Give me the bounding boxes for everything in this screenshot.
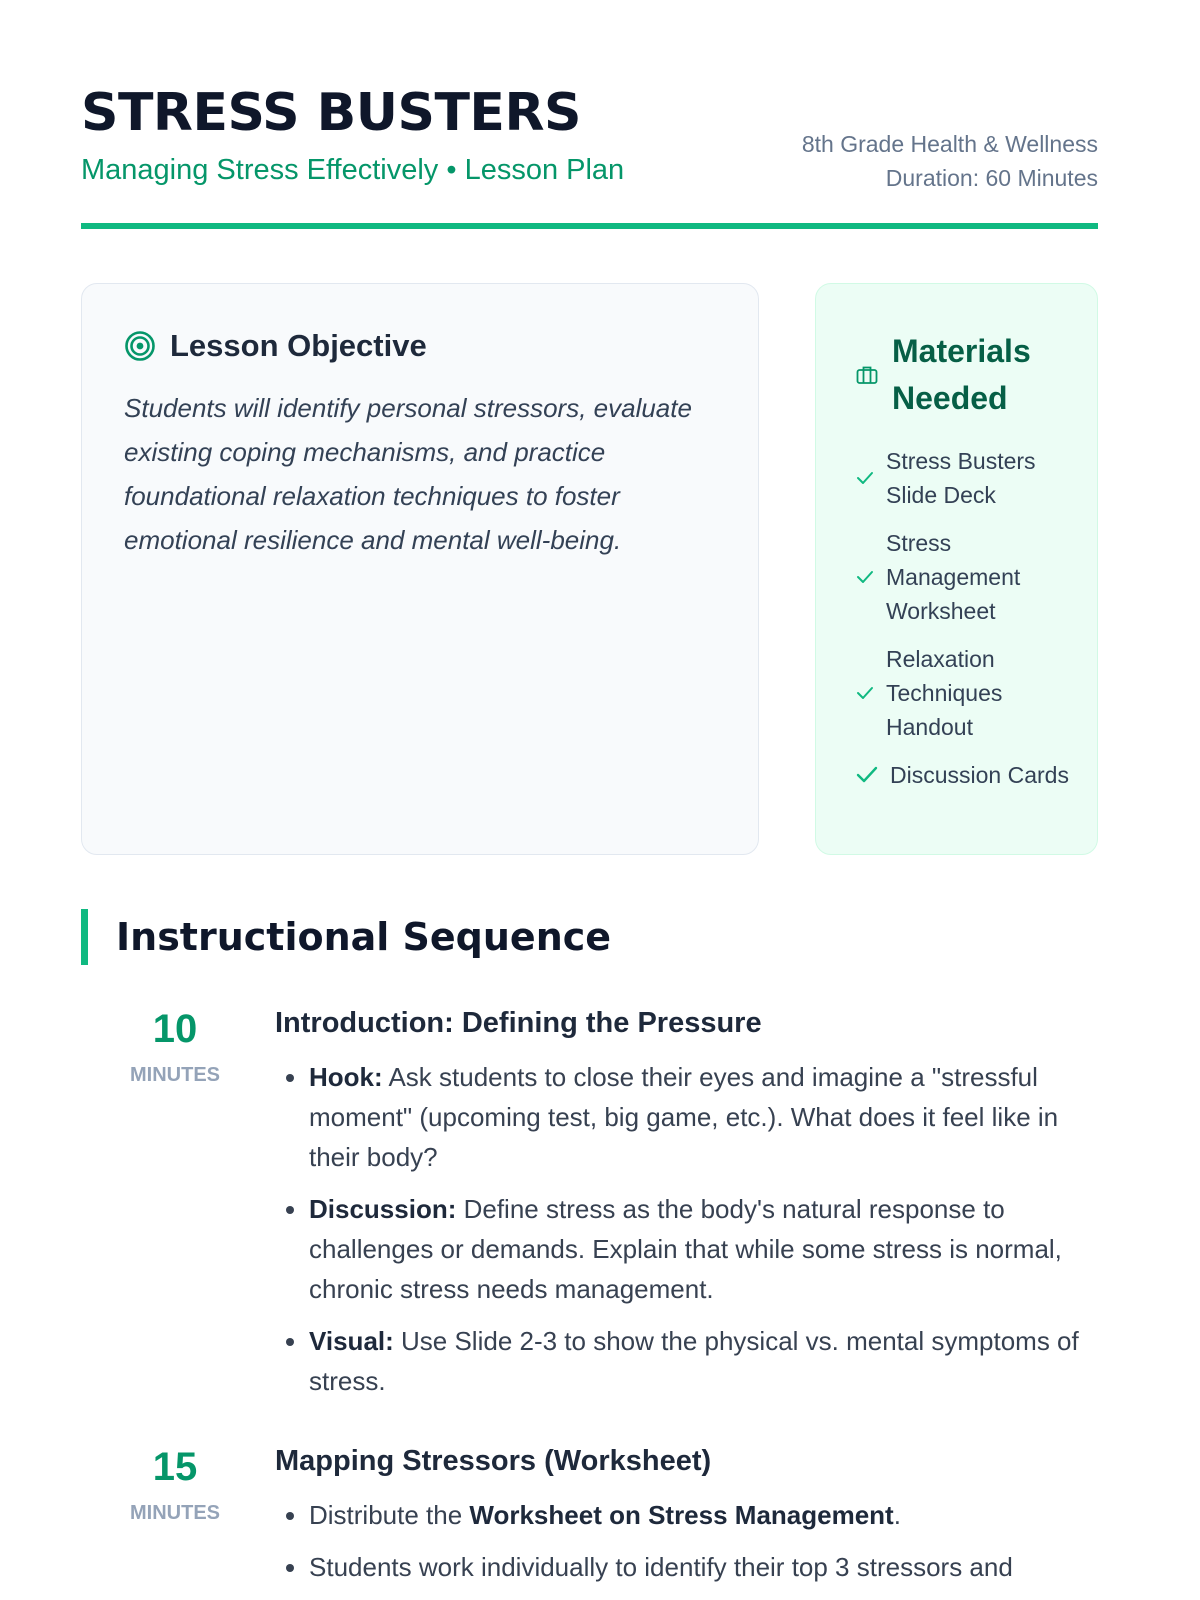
briefcase-icon (856, 365, 878, 385)
bullet-label: Discussion: (309, 1194, 457, 1224)
step-duration (75, 1005, 275, 1413)
bullet-text: . (893, 1500, 901, 1530)
step-title: Mapping Stressors (Worksheet) (275, 1445, 712, 1477)
materials-card-header (856, 328, 1071, 422)
objective-text: Students will identify personal stressors, evaluate existing coping mechanisms, and practice foundational relaxation techniques to foster emotional resilience and mental well-being. (124, 393, 692, 555)
material-item (856, 444, 1071, 512)
material-label: Stress Management Worksheet (886, 530, 1021, 624)
sequence-step (81, 1005, 1098, 1413)
material-item (856, 526, 1071, 628)
objective-card-header (124, 328, 716, 364)
step-bullet (309, 1057, 1098, 1177)
bullet-text: Ask students to close their eyes and imagine a "stressful moment" (upcoming test, big game, etc.). What does it feel like in their body? (309, 1062, 1059, 1172)
step-bullet (309, 1189, 1098, 1309)
bullet-label: Visual: (309, 1326, 394, 1356)
bullet-emphasis: Worksheet on Stress Management (469, 1500, 894, 1530)
step-bullet (309, 1321, 1098, 1401)
material-label: Relaxation Techniques Handout (886, 646, 1003, 740)
objective-title: Lesson Objective (170, 328, 427, 363)
page-subtitle: Managing Stress Effectively • Lesson Plan (81, 154, 625, 186)
sequence-step (81, 1443, 1098, 1599)
materials-title: Materials Needed (892, 333, 1031, 416)
step-minutes: 10 (152, 1007, 198, 1051)
grade-label: 8th Grade Health & Wellness (801, 131, 1098, 157)
material-label: Stress Busters Slide Deck (886, 448, 1036, 508)
material-item (856, 758, 1071, 792)
page-title: STRESS BUSTERS (81, 83, 581, 143)
material-item (856, 642, 1071, 744)
lesson-meta (802, 127, 1098, 195)
materials-list (856, 444, 1071, 792)
target-icon (124, 330, 156, 362)
step-body (275, 1005, 1098, 1413)
materials-card (815, 283, 1098, 855)
step-bullets (275, 1495, 1098, 1587)
step-duration (75, 1443, 275, 1599)
check-icon (856, 686, 874, 700)
objective-card (81, 283, 759, 855)
step-unit: MINUTES (130, 1502, 220, 1524)
step-body (275, 1443, 1098, 1599)
step-bullet (309, 1495, 1098, 1535)
step-minutes: 15 (152, 1445, 198, 1489)
step-bullets (275, 1057, 1098, 1401)
check-icon (856, 471, 874, 485)
check-icon (856, 766, 878, 784)
check-icon (856, 570, 874, 584)
bullet-text: Distribute the (309, 1500, 470, 1530)
overview-cards (81, 283, 1098, 855)
bullet-text: Students work individually to identify their top 3 stressors and (309, 1552, 1013, 1582)
bullet-label: Hook: (309, 1062, 383, 1092)
duration-label: Duration: 60 Minutes (885, 165, 1098, 191)
bullet-text: Use Slide 2-3 to show the physical vs. mental symptoms of stress. (309, 1326, 1079, 1396)
step-title: Introduction: Defining the Pressure (275, 1007, 762, 1039)
bullet-text: Define stress as the body's natural response to challenges or demands. Explain that while some stress is normal, chronic stress needs management. (309, 1194, 1062, 1304)
page-header (81, 0, 1098, 229)
step-bullet (309, 1547, 1098, 1587)
section-heading: Instructional Sequence (81, 909, 1098, 965)
material-label: Discussion Cards (890, 762, 1069, 788)
step-unit: MINUTES (130, 1064, 220, 1086)
